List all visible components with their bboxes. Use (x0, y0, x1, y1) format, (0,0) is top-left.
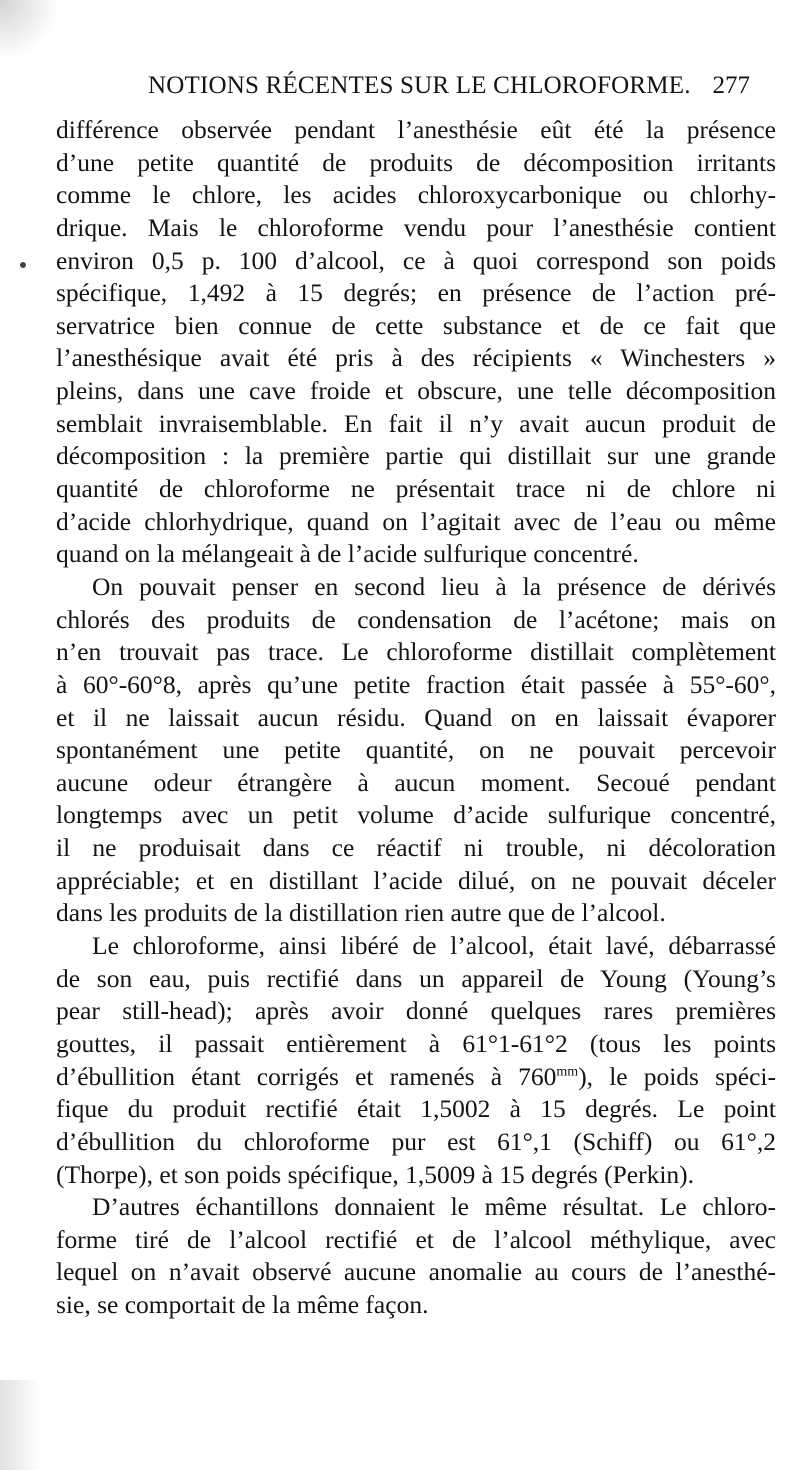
text-line: à 60°-60°8, après qu’une petite fraction était passée à 55°-60°, (56, 669, 776, 699)
text-line: l’anesthésique avait été pris à des récipients « Winchesters » (56, 343, 776, 373)
scan-corner-shadow (0, 0, 60, 60)
text-line: comme le chlore, les acides chloroxycarbonique ou chlorhy- (56, 180, 776, 210)
text-line: gouttes, il passait entièrement à 61°1-61°2 (tous les points (56, 1028, 776, 1058)
page-number: 277 (712, 72, 750, 99)
text-line: semblait invraisemblable. En fait il n’y avait aucun produit de (56, 408, 776, 438)
text-line: chlorés des produits de condensation de l’acétone; mais on (56, 604, 776, 634)
text-line: dans les produits de la distillation rien autre que de l’alcool. (56, 898, 666, 928)
text-line: fique du produit rectifié était 1,5002 à 15 degrés. Le point (56, 1094, 776, 1124)
paragraph (56, 571, 776, 930)
text-line: On pouvait penser en second lieu à la présence de dérivés (92, 571, 776, 601)
text-line: quand on la mélangeait à de l’acide sulfurique concentré. (56, 539, 639, 569)
text-line: lequel on n’avait observé aucune anomalie au cours de l’anesthé- (56, 1257, 776, 1287)
text-line: appréciable; et en distillant l’acide dilué, on ne pouvait déceler (56, 865, 776, 895)
text-line: (Thorpe), et son poids spécifique, 1,5009 à 15 degrés (Perkin). (56, 1159, 695, 1189)
text-line: quantité de chloroforme ne présentait trace ni de chlore ni (56, 474, 776, 504)
text-line: aucune odeur étrangère à aucun moment. Secoué pendant (56, 767, 776, 797)
text-line: décomposition : la première partie qui distillait sur une grande (56, 441, 776, 471)
text-line: pleins, dans une cave froide et obscure, une telle décomposition (56, 376, 776, 406)
text-line: d’une petite quantité de produits de décomposition irritants (56, 147, 776, 177)
page-header (148, 72, 750, 106)
running-title: NOTIONS RÉCENTES SUR LE CHLOROFORME. (148, 72, 691, 99)
paragraph (56, 1191, 776, 1322)
paragraph (56, 930, 776, 1191)
text-line: n’en trouvait pas trace. Le chloroforme distillait complètement (56, 637, 776, 667)
text-line: Le chloroforme, ainsi libéré de l’alcool, était lavé, débarrassé (92, 931, 776, 961)
text-line: d’ébullition du chloroforme pur est 61°,1 (Schiff) ou 61°,2 (56, 1126, 776, 1156)
text-line: longtemps avec un petit volume d’acide sulfurique concentré, (56, 800, 776, 830)
text-line: et il ne laissait aucun résidu. Quand on en laissait évaporer (56, 702, 776, 732)
text-line: d’ébullition étant corrigés et ramenés à $760^{mm}$), le poids spéci- (56, 1061, 777, 1091)
text-line: de son eau, puis rectifié dans un appareil de Young (Young’s (56, 963, 776, 993)
text-line: servatrice bien connue de cette substance et de ce fait que (56, 310, 776, 340)
margin-mark (20, 262, 26, 268)
paragraph (56, 114, 776, 571)
text-line: spontanément une petite quantité, on ne pouvait percevoir (56, 735, 776, 765)
text-line: forme tiré de l’alcool rectifié et de l’alcool méthylique, avec (56, 1224, 776, 1254)
text-line: environ 0,5 p. 100 d’alcool, ce à quoi correspond son poids (56, 245, 776, 275)
body-text (56, 114, 776, 1322)
text-line: drique. Mais le chloroforme vendu pour l’anesthésie contient (56, 212, 776, 242)
scan-edge-shadow (0, 1380, 40, 1470)
text-line: différence observée pendant l’anesthésie eût été la présence (56, 115, 776, 144)
text-line: D’autres échantillons donnaient le même résultat. Le chloro- (92, 1192, 776, 1222)
text-line: d’acide chlorhydrique, quand on l’agitait avec de l’eau ou même (56, 506, 776, 536)
text-line: pear still-head); après avoir donné quelques rares premières (56, 996, 776, 1026)
text-line: sie, se comportait de la même façon. (56, 1290, 429, 1320)
text-line: il ne produisait dans ce réactif ni trouble, ni décoloration (56, 833, 776, 863)
text-line: spécifique, 1,492 à 15 degrés; en présence de l’action pré- (56, 278, 776, 308)
